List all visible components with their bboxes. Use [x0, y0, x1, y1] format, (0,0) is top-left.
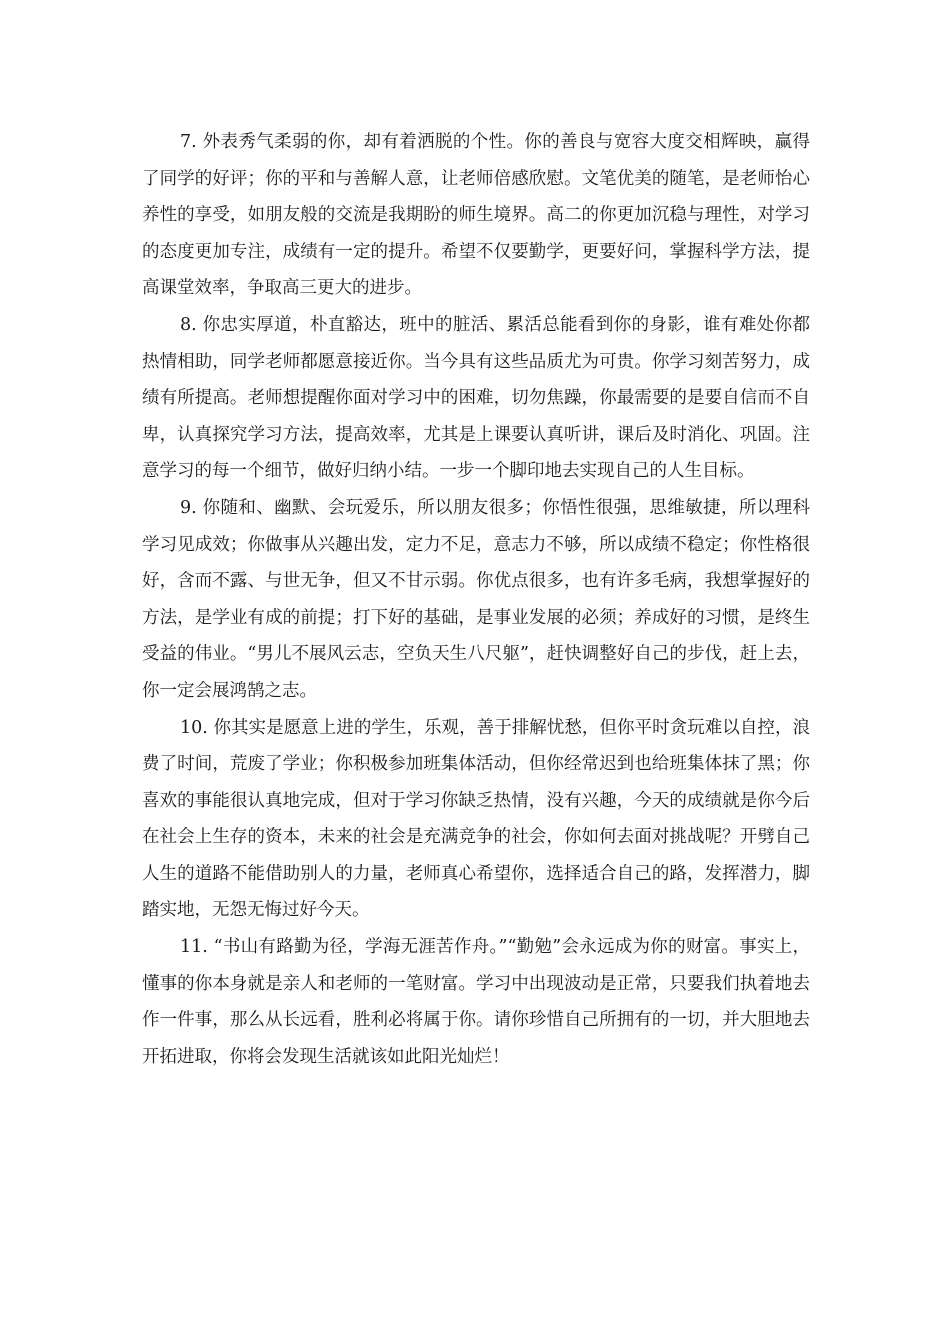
document-page: [142, 124, 810, 1075]
comment-paragraph-7: 7. 外表秀气柔弱的你，却有着洒脱的个性。你的善良与宽容大度交相辉映，赢得了同学的好评；你的平和与善解人意，让老师倍感欣慰。文笔优美的随笔，是老师怡心养性的享受，如朋友般的交流是我期盼的师生境界。高二的你更加沉稳与理性，对学习的态度更加专注，成绩有一定的提升。希望不仅要勤学，更要好问，掌握科学方法，提高课堂效率，争取高三更大的进步。: [142, 132, 810, 299]
comment-paragraph-8: 8. 你忠实厚道，朴直豁达，班中的脏活、累活总能看到你的身影，谁有难处你都热情相助，同学老师都愿意接近你。当今具有这些品质尤为可贵。你学习刻苦努力，成绩有所提高。老师想提醒你面对学习中的困难，切勿焦躁，你最需要的是要自信而不自卑，认真探究学习方法，提高效率，尤其是上课要认真听讲，课后及时消化、巩固。注意学习的每一个细节，做好归纳小结。一步一个脚印地去实现自己的人生目标。: [142, 314, 810, 482]
comment-paragraph-9: 9. 你随和、幽默、会玩爱乐，所以朋友很多；你悟性很强，思维敏捷，所以理科学习见成效；你做事从兴趣出发，定力不足，意志力不够，所以成绩不稳定；你性格很好，含而不露、与世无争，但又不甘示弱。你优点很多，也有许多毛病，我想掌握好的方法，是学业有成的前提；打下好的基础，是事业发展的必须；养成好的习惯，是终生受益的伟业。“男儿不展风云志，空负天生八尺躯”，赶快调整好自己的步伐，赶上去，你一定会展鸿鹄之志。: [142, 497, 810, 701]
comment-paragraph-10: 10. 你其实是愿意上进的学生，乐观，善于排解忧愁，但你平时贪玩难以自控，浪费了时间，荒废了学业；你积极参加班集体活动，但你经常迟到也给班集体抹了黑；你喜欢的事能很认真地完成，但对于学习你缺乏热情，没有兴趣，今天的成绩就是你今后在社会上生存的资本，未来的社会是充满竞争的社会，你如何去面对挑战呢？开劈自己人生的道路不能借助别人的力量，老师真心希望你，选择适合自己的路，发挥潜力，脚踏实地，无怨无悔过好今天。: [142, 717, 810, 921]
comment-paragraph-11: 11. “书山有路勤为径，学海无涯苦作舟。”“勤勉”会永远成为你的财富。事实上，懂事的你本身就是亲人和老师的一笔财富。学习中出现波动是正常，只要我们执着地去作一件事，那么从长远看，胜利必将属于你。请你珍惜自己所拥有的一切，并大胆地去开拓进取，你将会发现生活就该如此阳光灿烂！: [142, 937, 810, 1067]
